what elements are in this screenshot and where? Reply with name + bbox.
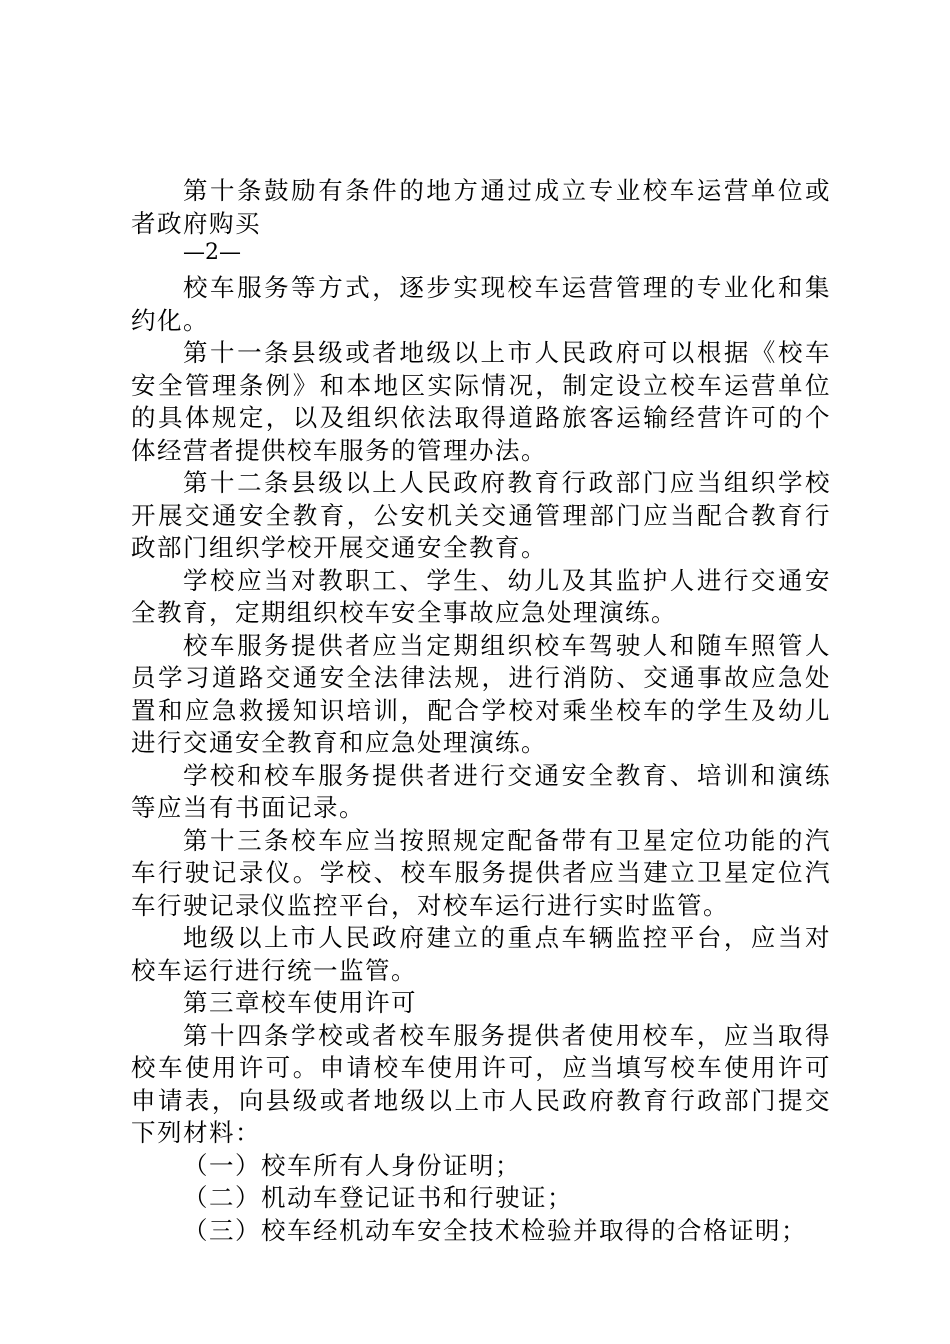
monitoring-platform-paragraph: 地级以上市人民政府建立的重点车辆监控平台，应当对校车运行进行统一监管。	[131, 923, 831, 985]
document-body	[131, 175, 831, 1247]
list-item: （一）校车所有人身份证明；	[183, 1150, 521, 1180]
article-12-paragraph: 第十二条县级以上人民政府教育行政部门应当组织学校开展交通安全教育，公安机关交通管理部门应当配合教育行政部门组织学校开展交通安全教育。	[131, 468, 831, 562]
article-11-paragraph: 第十一条县级或者地级以上市人民政府可以根据《校车安全管理条例》和本地区实际情况，制定设立校车运营单位的具体规定，以及组织依法取得道路旅客运输经营许可的个体经营者提供校车服务的管理办法。	[131, 338, 831, 465]
service-provider-training-paragraph: 校车服务提供者应当定期组织校车驾驶人和随车照管人员学习道路交通安全法律法规，进行消防、交通事故应急处置和应急救援知识培训，配合学校对乘坐校车的学生及幼儿进行交通安全教育和应急处理演练。	[131, 630, 831, 757]
article-13-paragraph: 第十三条校车应当按照规定配备带有卫星定位功能的汽车行驶记录仪。学校、校车服务提供者应当建立卫星定位汽车行驶记录仪监控平台，对校车运行进行实时监管。	[131, 825, 831, 920]
school-safety-education-paragraph: 学校应当对教职工、学生、幼儿及其监护人进行交通安全教育，定期组织校车安全事故应急处理演练。	[131, 565, 831, 627]
chapter-3-heading: 第三章校车使用许可	[183, 988, 417, 1017]
article-14-paragraph: 第十四条学校或者校车服务提供者使用校车，应当取得校车使用许可。申请校车使用许可，应当填写校车使用许可申请表，向县级或者地级以上市人民政府教育行政部门提交下列材料：	[131, 1020, 831, 1147]
article-10-continuation: 校车服务等方式，逐步实现校车运营管理的专业化和集约化。	[131, 273, 831, 335]
article-10-paragraph: 第十条鼓励有条件的地方通过成立专业校车运营单位或者政府购买	[131, 176, 831, 238]
list-item: （三）校车经机动车安全技术检验并取得的合格证明；	[183, 1215, 807, 1245]
written-record-paragraph: 学校和校车服务提供者进行交通安全教育、培训和演练等应当有书面记录。	[131, 760, 831, 822]
list-item: （二）机动车登记证书和行驶证；	[183, 1183, 573, 1212]
page-number: —2—	[183, 240, 241, 265]
